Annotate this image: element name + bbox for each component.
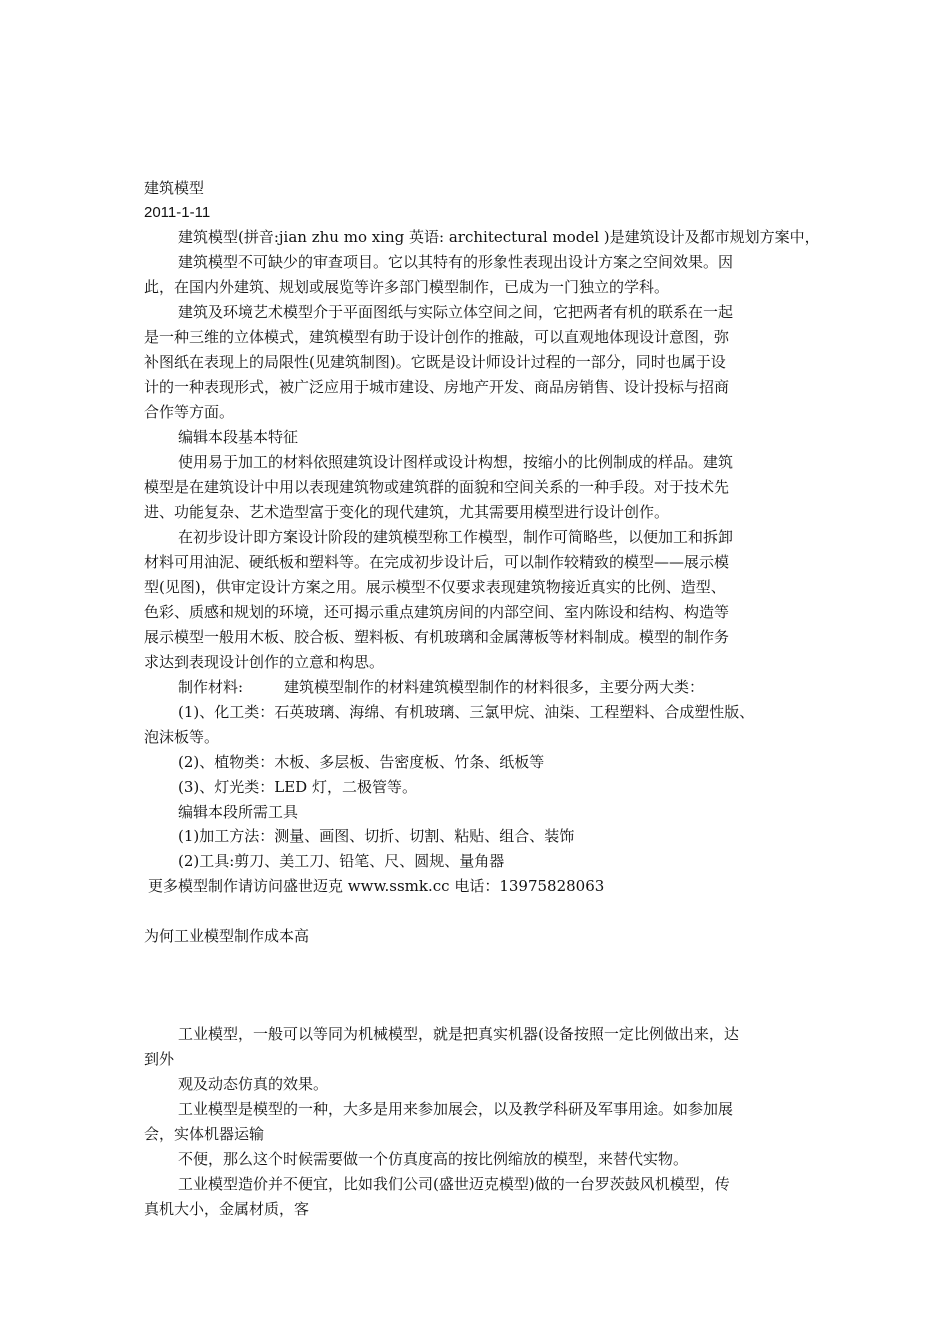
para-line: 观及动态仿真的效果。 xyxy=(178,1075,329,1093)
list-item: (2)、植物类：木板、多层板、告密度板、竹条、纸板等 xyxy=(178,753,545,771)
para-line: 进、功能复杂、艺术造型富于变化的现代建筑，尤其需要用模型进行设计创作。 xyxy=(144,503,670,521)
para-line: 到外 xyxy=(144,1050,175,1068)
section-heading: 编辑本段所需工具 xyxy=(178,803,299,821)
para-line: 工业模型是模型的一种，大多是用来参加展会，以及教学科研及军事用途。如参加展 xyxy=(178,1100,734,1118)
para-line: 工业模型，一般可以等同为机械模型，就是把真实机器(设备按照一定比例做出来，达 xyxy=(178,1025,739,1043)
contact-line: 更多模型制作请访问盛世迈克 www.ssmk.cc 电话：13975828063 xyxy=(148,877,605,895)
para-line: 使用易于加工的材料依照建筑设计图样或设计构想，按缩小的比例制成的样品。建筑 xyxy=(178,453,734,471)
section-heading: 编辑本段基本特征 xyxy=(178,428,299,446)
materials-intro: 建筑模型制作的材料建筑模型制作的材料很多，主要分两大类： xyxy=(284,678,705,696)
list-item: 泡沫板等。 xyxy=(144,728,220,746)
article-title: 为何工业模型制作成本高 xyxy=(144,927,310,945)
para-line: 展示模型一般用木板、胶合板、塑料板、有机玻璃和金属薄板等材料制成。模型的制作务 xyxy=(144,628,730,646)
para-line: 合作等方面。 xyxy=(144,403,235,421)
para-line: 不便，那么这个时候需要做一个仿真度高的按比例缩放的模型，来替代实物。 xyxy=(178,1150,689,1168)
list-item: (2)工具:剪刀、美工刀、铅笔、尺、圆规、量角器 xyxy=(178,852,505,870)
para-line: 是一种三维的立体模式，建筑模型有助于设计创作的推敲，可以直观地体现设计意图，弥 xyxy=(144,328,730,346)
para-line: 此，在国内外建筑、规划或展览等许多部门模型制作，已成为一门独立的学科。 xyxy=(144,278,670,296)
para-line: 补图纸在表现上的局限性(见建筑制图)。它既是设计师设计过程的一部分，同时也属于设 xyxy=(144,353,726,371)
para-line: 建筑模型(拼音:jian zhu mo xing 英语: architectural model )是建筑设计及都市规划方案中， xyxy=(178,228,820,246)
list-item: (1)、化工类：石英玻璃、海绵、有机玻璃、三氯甲烷、油柒、工程塑料、合成塑性版、 xyxy=(178,703,755,721)
doc-date: 2011-1-11 xyxy=(144,204,211,221)
para-line: 色彩、质感和规划的环境，还可揭示重点建筑房间的内部空间、室内陈设和结构、构造等 xyxy=(144,603,730,621)
doc-title: 建筑模型 xyxy=(144,179,205,197)
list-item: (1)加工方法：测量、画图、切折、切割、粘贴、组合、装饰 xyxy=(178,827,575,845)
para-line: 求达到表现设计创作的立意和构思。 xyxy=(144,653,385,671)
para-line: 建筑及环境艺术模型介于平面图纸与实际立体空间之间，它把两者有机的联系在一起 xyxy=(178,303,734,321)
para-line: 在初步设计即方案设计阶段的建筑模型称工作模型，制作可简略些，以便加工和拆卸 xyxy=(178,528,734,546)
para-line: 真机大小，金属材质，客 xyxy=(144,1200,310,1218)
para-line: 工业模型造价并不便宜，比如我们公司(盛世迈克模型)做的一台罗茨鼓风机模型，传 xyxy=(178,1175,730,1193)
para-line: 材料可用油泥、硬纸板和塑料等。在完成初步设计后，可以制作较精致的模型——展示模 xyxy=(144,553,730,571)
materials-label: 制作材料: xyxy=(178,678,244,696)
para-line: 计的一种表现形式，被广泛应用于城市建设、房地产开发、商品房销售、设计投标与招商 xyxy=(144,378,730,396)
para-line: 建筑模型不可缺少的审查项目。它以其特有的形象性表现出设计方案之空间效果。因 xyxy=(178,253,734,271)
para-line: 型(见图)，供审定设计方案之用。展示模型不仅要求表现建筑物接近真实的比例、造型、 xyxy=(144,578,726,596)
para-line: 会，实体机器运输 xyxy=(144,1125,265,1143)
para-line: 模型是在建筑设计中用以表现建筑物或建筑群的面貌和空间关系的一种手段。对于技术先 xyxy=(144,478,730,496)
list-item: (3)、灯光类：LED 灯，二极管等。 xyxy=(178,778,417,796)
